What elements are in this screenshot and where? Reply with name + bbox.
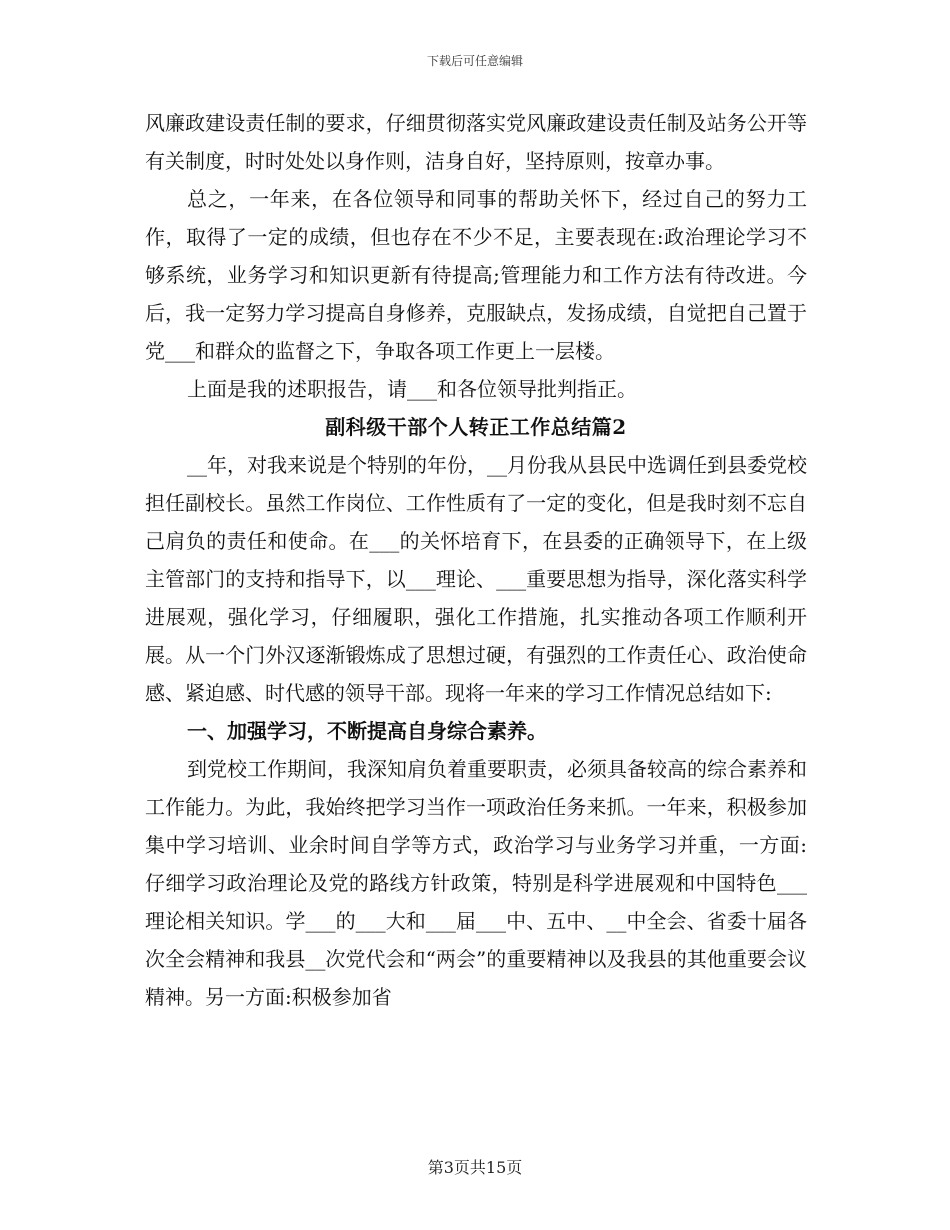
page-footer: 第3页共15页 (427, 1158, 523, 1177)
document-body (145, 104, 807, 1016)
paragraph-continuation: 风廉政建设责任制的要求，仔细贯彻落实党风廉政建设责任制及站务公开等有关制度，时时处处以身作则，洁身自好，坚持原则，按章办事。 (145, 111, 807, 173)
paragraph-intro: __年，对我来说是个特别的年份，__月份我从县民中选调任到县委党校担任副校长。虽然工作岗位、工作性质有了一定的变化，但是我时刻不忘自己肩负的责任和使命。在___的关怀培育下，在县委的正确领导下，在上级主管部门的支持和指导下，以___理论、___重要思想为指导，深化落实科学进展观，强化学习，仔细履职，强化工作措施，扎实推动各项工作顺利开展。从一个门外汉逐渐锻炼成了思想过硬，有强烈的工作责任心、政治使命感、紧迫感、时代感的领导干部。现将一年来的学习工作情况总结如下: (145, 453, 807, 705)
paragraph-closing: 上面是我的述职报告，请___和各位领导批判指正。 (187, 377, 637, 401)
page-header: 下载后可任意编辑 (426, 54, 523, 68)
section-heading: 一、加强学习，不断提高自身综合素养。 (187, 719, 547, 743)
paragraph-study: 到党校工作期间，我深知肩负着重要职责，必须具备较高的综合素养和工作能力。为此，我始终把学习当作一项政治任务来抓。一年来，积极参加集中学习培训、业余时间自学等方式，政治学习与业务学习并重，一方面:仔细学习政治理论及党的路线方针政策，特别是科学进展观和中国特色___理论相关知识。学___的___大和___届___中、五中、__中全会、省委十届各次全会精神和我县__次党代会和“两会”的重要精神以及我县的其他重要会议精神。另一方面:积极参加省 (145, 757, 807, 1009)
section-title: 副科级干部个人转正工作总结篇2 (325, 415, 627, 439)
paragraph-summary: 总之，一年来，在各位领导和同事的帮助关怀下，经过自己的努力工作，取得了一定的成绩，但也存在不少不足，主要表现在:政治理论学习不够系统，业务学习和知识更新有待提高;管理能力和工作方法有待改进。今后，我一定努力学习提高自身修养，克服缺点，发扬成绩，自觉把自己置于党___和群众的监督之下，争取各项工作更上一层楼。 (145, 187, 807, 363)
